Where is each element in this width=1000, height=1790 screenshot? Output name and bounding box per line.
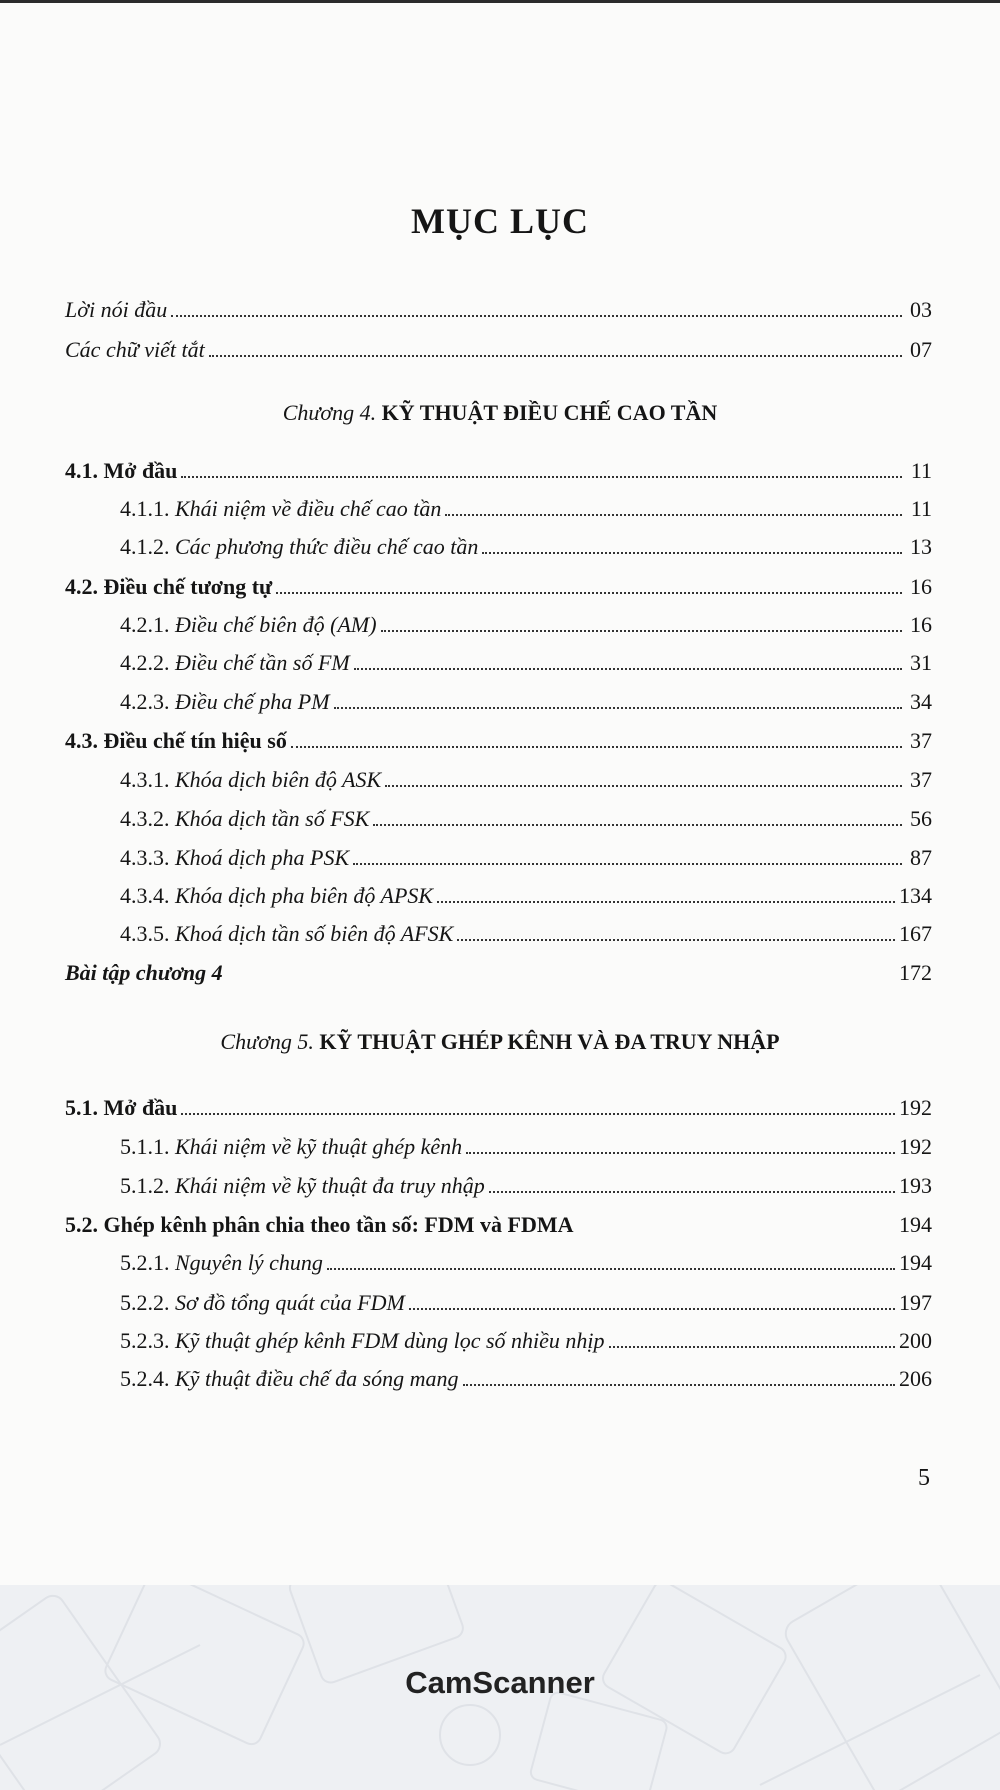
toc-entry-abbreviations xyxy=(0,327,1000,363)
camscanner-watermark: CamScanner xyxy=(405,1665,595,1700)
page-number: 5 xyxy=(918,1465,930,1491)
toc-entry-5-2-3: 5.2.3. Kỹ thuật ghép kênh FDM dùng lọc số nhiều nhịp 200 xyxy=(120,1328,932,1353)
toc-entry-4-1: 4.1. Mở đầu 11 xyxy=(65,458,932,483)
toc-entry-4-2-3: 4.2.3. Điều chế pha PM 34 xyxy=(120,689,932,714)
toc-entry-page: 07 xyxy=(910,337,932,362)
toc-entry-4-1-2: 4.1.2. Các phương thức điều chế cao tần 13 xyxy=(120,534,932,559)
toc-entry-4-3: 4.3. Điều chế tín hiệu số 37 xyxy=(65,728,932,753)
toc-title: MỤC LỤC xyxy=(411,201,589,241)
chapter-5-heading: Chương 5. KỸ THUẬT GHÉP KÊNH VÀ ĐA TRUY NHẬP xyxy=(220,1029,780,1054)
toc-entry-4-3-4: 4.3.4. Khóa dịch pha biên độ APSK 134 xyxy=(120,883,932,908)
toc-entry-4-3-5: 4.3.5. Khoá dịch tần số biên độ AFSK 167 xyxy=(120,921,932,946)
toc-entry-5-2-1: 5.2.1. Nguyên lý chung 194 xyxy=(120,1250,932,1275)
toc-entry-4-1-1: 4.1.1. Khái niệm về điều chế cao tần 11 xyxy=(120,496,932,521)
toc-entry-4-3-3: 4.3.3. Khoá dịch pha PSK 87 xyxy=(120,845,932,870)
toc-entry-5-2-2: 5.2.2. Sơ đồ tổng quát của FDM 197 xyxy=(120,1290,932,1315)
leader-dots xyxy=(209,355,902,357)
toc-entry-4-3-1: 4.3.1. Khóa dịch biên độ ASK 37 xyxy=(120,767,932,792)
toc-entry-4-2-2: 4.2.2. Điều chế tần số FM 31 xyxy=(120,650,932,675)
chapter-4-heading: Chương 4. KỸ THUẬT ĐIỀU CHẾ CAO TẦN xyxy=(282,400,718,425)
toc-entry-exercises-4: Bài tập chương 4 172 xyxy=(65,960,932,985)
toc-entry-5-1-1: 5.1.1. Khái niệm về kỹ thuật ghép kênh 192 xyxy=(120,1134,932,1159)
toc-entry-5-2: 5.2. Ghép kênh phân chia theo tần số: FDM và FDMA 194 xyxy=(65,1212,932,1237)
toc-entry-4-3-2: 4.3.2. Khóa dịch tần số FSK 56 xyxy=(120,806,932,831)
scanner-footer xyxy=(0,1585,1000,1790)
toc-entry-label: Các chữ viết tắt xyxy=(65,337,205,362)
leader-dots xyxy=(171,315,902,317)
toc-entry-label: Lời nói đầu xyxy=(65,297,168,322)
toc-entry-4-2: 4.2. Điều chế tương tự 16 xyxy=(65,574,932,599)
toc-entry-preface xyxy=(0,287,1000,323)
page-edge xyxy=(0,0,1000,3)
toc-entry-5-1-2: 5.1.2. Khái niệm về kỹ thuật đa truy nhập 193 xyxy=(120,1173,932,1198)
toc-entry-5-1: 5.1. Mở đầu 192 xyxy=(65,1095,932,1120)
toc-entry-4-2-1: 4.2.1. Điều chế biên độ (AM) 16 xyxy=(120,612,932,637)
toc-entry-page: 03 xyxy=(910,297,932,322)
toc-entry-5-2-4: 5.2.4. Kỹ thuật điều chế đa sóng mang 206 xyxy=(120,1366,932,1391)
